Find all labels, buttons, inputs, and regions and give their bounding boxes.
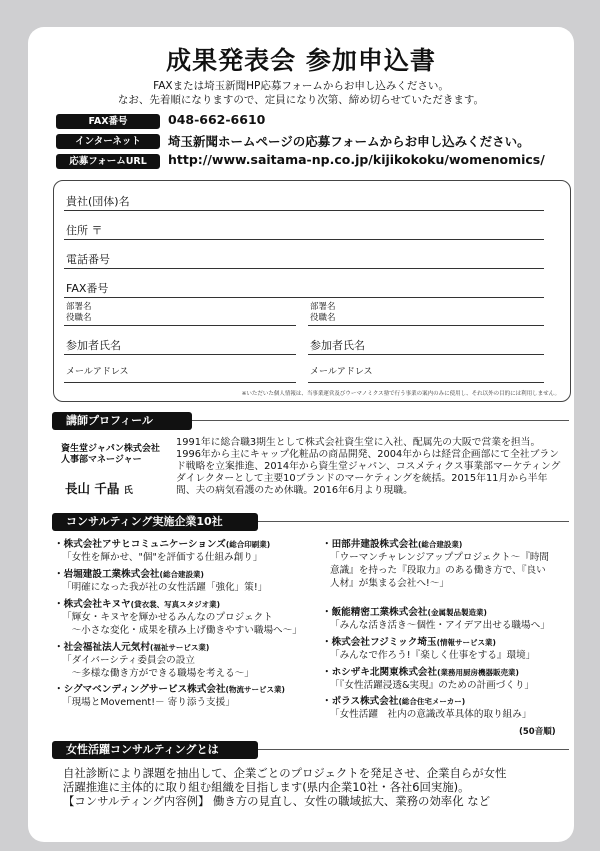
company-project-line: 「ダイバーシティ委員会の設立 bbox=[62, 655, 195, 666]
company-name: ・岩堀建設工業株式会社 bbox=[54, 569, 160, 580]
fax-field[interactable] bbox=[64, 297, 544, 298]
company-field-label: 貴社(団体)名 bbox=[66, 195, 130, 208]
company-category: (貸衣裳、写真スタジオ業) bbox=[130, 600, 221, 609]
company-project-line: 「『女性活躍浸透&実現』のための計画づくり」 bbox=[330, 680, 535, 691]
company-field[interactable] bbox=[64, 210, 544, 211]
instructor-org bbox=[61, 444, 160, 466]
company-project-line: 「みんなで作ろう!『楽しく仕事をする』環境」 bbox=[330, 650, 536, 661]
title-label-1: 役職名 bbox=[66, 313, 92, 323]
application-url[interactable]: http://www.saitama-np.co.jp/kijikokoku/womenomics/ bbox=[168, 152, 545, 167]
consulting-heading: コンサルティング実施企業10社 bbox=[52, 513, 258, 531]
email-field-2[interactable] bbox=[308, 382, 544, 383]
dept-label-1: 部署名 bbox=[66, 302, 92, 312]
company-project-line: 「輝女・キヌヤを輝かせるみんなのプロジェクト bbox=[62, 612, 273, 623]
address-field[interactable] bbox=[64, 239, 544, 240]
fax-label: FAX番号 bbox=[56, 114, 160, 129]
company-project-line: 「みんな活き活き～個性・アイデア出せる職場へ」 bbox=[330, 620, 550, 631]
dept-title-field-2[interactable] bbox=[308, 325, 544, 326]
phone-field-label: 電話番号 bbox=[66, 253, 110, 266]
intro-line-2: なお、先着順になりますので、定員になり次第、締め切らせていただきます。 bbox=[117, 94, 485, 106]
about-heading: 女性活躍コンサルティングとは bbox=[52, 741, 258, 759]
url-label: 応募フォームURL bbox=[56, 154, 160, 169]
company-category: (金属製品製造業) bbox=[427, 608, 487, 617]
participant-name-label-2: 参加者氏名 bbox=[310, 339, 365, 352]
company-category: (総合印刷業) bbox=[225, 540, 271, 549]
company-entry bbox=[54, 538, 270, 564]
about-line-3: 【コンサルティング内容例】 働き方の見直し、女性の職域拡大、業務の効率化 など bbox=[63, 794, 490, 808]
company-entry bbox=[54, 641, 254, 680]
internet-label: インターネット bbox=[56, 134, 160, 149]
company-entry bbox=[322, 695, 531, 721]
company-project-line: 「女性活躍 社内の意識改革具体的取り組み」 bbox=[330, 709, 532, 720]
company-name: ・田部井建設株式会社 bbox=[322, 539, 418, 550]
company-name: ・ホシザキ北関東株式会社 bbox=[322, 667, 438, 678]
company-project-line: ～多様な働き方ができる職場を考える～」 bbox=[62, 668, 254, 679]
internet-instruction: 埼玉新聞ホームページの応募フォームからお申し込みください。 bbox=[168, 134, 530, 149]
company-entry bbox=[322, 606, 550, 632]
about-text bbox=[63, 766, 573, 808]
company-entry bbox=[54, 568, 267, 594]
company-entry bbox=[322, 636, 535, 662]
fax-number: 048-662-6610 bbox=[168, 112, 266, 127]
company-name: ・社会福祉法人元気村 bbox=[54, 642, 150, 653]
company-project-line: 人材』が集まる会社へ!～」 bbox=[330, 578, 449, 589]
company-category: (総合建設業) bbox=[159, 570, 204, 579]
company-category: (総合住宅メーカー) bbox=[398, 697, 466, 706]
phone-field[interactable] bbox=[64, 268, 544, 269]
email-label-1: メールアドレス bbox=[66, 367, 129, 377]
email-field-1[interactable] bbox=[64, 382, 296, 383]
company-project-line: 「ウーマンチャレンジアッププロジェクト～『時間 bbox=[330, 552, 550, 563]
email-label-2: メールアドレス bbox=[310, 367, 373, 377]
dept-title-field-1[interactable] bbox=[64, 325, 296, 326]
company-category: (物流サービス業) bbox=[225, 685, 285, 694]
company-project-line: ～小さな変化・成果を積み上げ働きやすい職場へ～」 bbox=[62, 625, 302, 636]
about-line-1: 自社診断により課題を抽出して、企業ごとのプロジェクトを発足させ、企業自らが女性 bbox=[63, 766, 507, 780]
page-title: 成果発表会 参加申込書 bbox=[166, 46, 436, 75]
company-project-line: 意識』を持った『段取力』のある働き方で、『良い bbox=[330, 565, 546, 576]
order-note: (50音順) bbox=[519, 727, 556, 737]
instructor-honorific: 氏 bbox=[123, 486, 133, 496]
company-project-line: 「明確になった我が社の女性活躍「強化」策!」 bbox=[62, 582, 268, 593]
dept-label-2: 部署名 bbox=[310, 302, 336, 312]
company-category: (福祉サービス業) bbox=[149, 643, 210, 652]
company-name: ・株式会社フジミック埼玉 bbox=[322, 637, 437, 648]
fax-field-label: FAX番号 bbox=[66, 282, 109, 295]
instructor-role: 人事部マネージャー bbox=[61, 455, 142, 465]
address-field-label: 住所 〒 bbox=[66, 224, 103, 237]
company-name: ・飯能精密工業株式会社 bbox=[322, 607, 428, 618]
privacy-note: ※いただいた個人情報は、当事業運営及びウーマノミクス塾で行う事業の案内のみに使用し、それ以外の目的には利用しません。 bbox=[241, 391, 560, 397]
about-line-2: 活躍推進に主体的に取り組む組織を目指します(県内企業10社・各社6回実施)。 bbox=[63, 780, 470, 794]
intro-line-1: FAXまたは埼玉新聞HP応募フォームからお申し込みください。 bbox=[153, 80, 449, 92]
company-name: ・株式会社アサヒコミュニケーションズ bbox=[54, 539, 226, 550]
application-sheet bbox=[28, 27, 574, 842]
company-name: ・ポラス株式会社 bbox=[322, 696, 399, 707]
company-entry bbox=[322, 538, 549, 590]
application-form bbox=[53, 180, 571, 402]
instructor-bio: 1991年に総合職3期生として株式会社資生堂に入社、配属先の大阪で営業を担当。1996年から主にキャップ化粧品の商品開発、2004年からは経営企画部にて全社ブランド戦略を立案推進、2014年から資生堂ジャパン、コスメティクス事業部マーケティングダイレクターとして主要10ブランドのマーケティングを統括。2015年11月から半年間、夫の病気看護のため休職。2016年6月より現職。 bbox=[176, 437, 561, 496]
company-project-line: 「女性を輝かせ、"個"を評価する仕組み創り」 bbox=[62, 552, 263, 563]
company-category: (総合建設業) bbox=[417, 540, 463, 549]
instructor-name-block bbox=[65, 479, 133, 497]
participant-name-label-1: 参加者氏名 bbox=[66, 339, 121, 352]
company-entry bbox=[54, 598, 302, 637]
company-project-line: 「現場とMovement!－ 寄り添う支援」 bbox=[62, 697, 235, 708]
company-category: (業務用厨房機器販売業) bbox=[437, 668, 519, 677]
title-label-2: 役職名 bbox=[310, 313, 336, 323]
participant-name-field-2[interactable] bbox=[308, 354, 544, 355]
company-name: ・株式会社キヌヤ bbox=[54, 599, 131, 610]
participant-name-field-1[interactable] bbox=[64, 354, 296, 355]
instructor-company: 資生堂ジャパン株式会社 bbox=[61, 444, 160, 454]
company-category: (情報サービス業) bbox=[436, 638, 496, 647]
company-name: ・シグマベンディングサービス株式会社 bbox=[54, 684, 226, 695]
instructor-name: 長山 千晶 bbox=[65, 481, 120, 496]
instructor-heading: 講師プロフィール bbox=[52, 412, 192, 430]
company-entry bbox=[322, 666, 534, 692]
company-entry bbox=[54, 683, 285, 709]
